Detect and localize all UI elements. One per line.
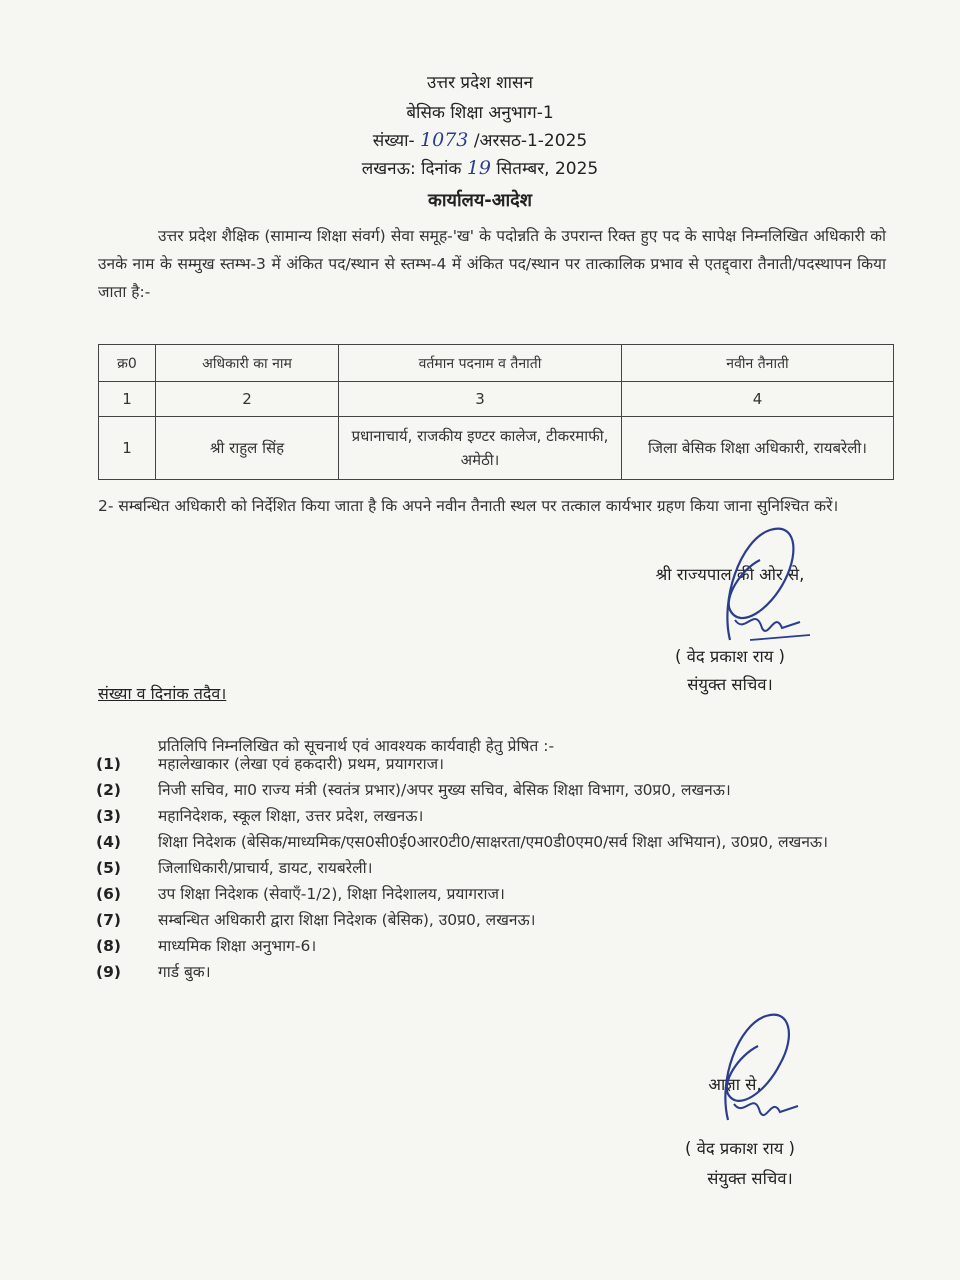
order-date-suffix: सितम्बर, 2025 — [496, 159, 599, 179]
list-item-number: (4) — [96, 833, 121, 851]
list-item-number: (5) — [96, 859, 121, 877]
copy-intro: प्रतिलिपि निम्नलिखित को सूचनार्थ एवं आवश्यक कार्यवाही हेतु प्रेषित :- — [158, 737, 555, 755]
table-cell: प्रधानाचार्य, राजकीय इण्टर कालेज, टीकरमाफी, अमेठी। — [339, 417, 622, 480]
section-heading: बेसिक शिक्षा अनुभाग-1 — [406, 103, 554, 123]
order-date-prefix: लखनऊ: दिनांक — [361, 159, 462, 179]
copy-list — [96, 752, 896, 986]
government-heading: उत्तर प्रदेश शासन — [427, 73, 533, 93]
list-item-number: (3) — [96, 807, 121, 825]
order-number-prefix: संख्या- — [372, 131, 415, 151]
list-item — [96, 856, 896, 880]
list-item — [96, 830, 896, 854]
table-cell: 2 — [156, 382, 339, 417]
order-number — [0, 128, 960, 151]
table-cell: श्री राहुल सिंह — [156, 417, 339, 480]
intro-paragraph: उत्तर प्रदेश शैक्षिक (सामान्य शिक्षा संवर्ग) सेवा समूह-'ख' के पदोन्नति के उपरान्त रिक्त हुए पद के सापेक्ष निम्नलिखित अधिकारी को उनके नाम के सम्मुख स्तम्भ-3 में अंकित पद/स्थान से स्तम्भ-4 में अंकित पद/स्थान पर तात्कालिक प्रभाव से एतद्द्वारा तैनाती/पदस्थापन किया जाता है:- — [98, 227, 887, 301]
order-date-handwritten: 19 — [466, 157, 491, 179]
list-item — [96, 882, 896, 906]
list-item-text: गार्ड बुक। — [158, 963, 211, 981]
order-signatory-name: ( वेद प्रकाश राय ) — [685, 1139, 795, 1158]
table-header-cell: अधिकारी का नाम — [156, 345, 339, 382]
list-item — [96, 804, 896, 828]
list-item-text: जिलाधिकारी/प्राचार्य, डायट, रायबरेली। — [158, 859, 373, 877]
list-item-number: (7) — [96, 911, 121, 929]
list-item-number: (2) — [96, 781, 121, 799]
list-item-number: (8) — [96, 937, 121, 955]
list-item-number: (9) — [96, 963, 121, 981]
signature-mark — [700, 510, 830, 660]
list-item — [96, 960, 896, 984]
signature-mark — [700, 1000, 820, 1140]
order-date — [0, 156, 960, 179]
table-cell: 4 — [622, 382, 894, 417]
order-number-suffix: /अरसठ-1-2025 — [473, 131, 588, 151]
table-header-cell: वर्तमान पदनाम व तैनाती — [339, 345, 622, 382]
table-cell: जिला बेसिक शिक्षा अधिकारी, रायबरेली। — [622, 417, 894, 480]
list-item-text: महालेखाकार (लेखा एवं हकदारी) प्रथम, प्रयागराज। — [158, 755, 445, 773]
list-item-number: (6) — [96, 885, 121, 903]
instruction-paragraph: 2- सम्बन्धित अधिकारी को निर्देशित किया जाता है कि अपने नवीन तैनाती स्थल पर तत्काल कार्यभार ग्रहण किया जाना सुनिश्चित करें। — [98, 497, 839, 515]
list-item-text: निजी सचिव, मा0 राज्य मंत्री (स्वतंत्र प्रभार)/अपर मुख्य सचिव, बेसिक शिक्षा विभाग, उ0प्र0, लखनऊ। — [158, 781, 731, 799]
order-by-label: आज्ञा से, — [708, 1075, 762, 1094]
list-item-text: शिक्षा निदेशक (बेसिक/माध्यमिक/एस0सी0ई0आर0टी0/साक्षरता/एम0डी0एम0/सर्व शिक्षा अभियान), उ0प्र0, लखनऊ। — [158, 833, 828, 851]
list-item — [96, 908, 896, 932]
posting-table — [98, 344, 894, 480]
list-item-text: उप शिक्षा निदेशक (सेवाएँ-1/2), शिक्षा निदेशालय, प्रयागराज। — [158, 885, 505, 903]
table-cell: 3 — [339, 382, 622, 417]
same-number-date: संख्या व दिनांक तदैव। — [98, 684, 227, 703]
table-cell: 1 — [99, 382, 156, 417]
table-row — [99, 417, 894, 480]
signatory-designation: संयुक्त सचिव। — [687, 675, 773, 694]
table-header-cell: नवीन तैनाती — [622, 345, 894, 382]
list-item — [96, 934, 896, 958]
list-item-number: (1) — [96, 755, 121, 773]
list-item-text: सम्बन्धित अधिकारी द्वारा शिक्षा निदेशक (बेसिक), उ0प्र0, लखनऊ। — [158, 911, 536, 929]
list-item-text: माध्यमिक शिक्षा अनुभाग-6। — [158, 937, 317, 955]
table-header-row — [99, 345, 894, 382]
list-item — [96, 752, 896, 776]
signatory-label: श्री राज्यपाल की ओर से, — [655, 565, 805, 584]
list-item — [96, 778, 896, 802]
order-signatory-designation: संयुक्त सचिव। — [707, 1169, 793, 1188]
order-title: कार्यालय-आदेश — [428, 190, 532, 211]
table-cell: 1 — [99, 417, 156, 480]
list-item-text: महानिदेशक, स्कूल शिक्षा, उत्तर प्रदेश, लखनऊ। — [158, 807, 424, 825]
order-number-handwritten: 1073 — [420, 129, 469, 151]
table-column-number-row — [99, 382, 894, 417]
signatory-name: ( वेद प्रकाश राय ) — [675, 647, 785, 666]
table-header-cell: क्र0 — [99, 345, 156, 382]
